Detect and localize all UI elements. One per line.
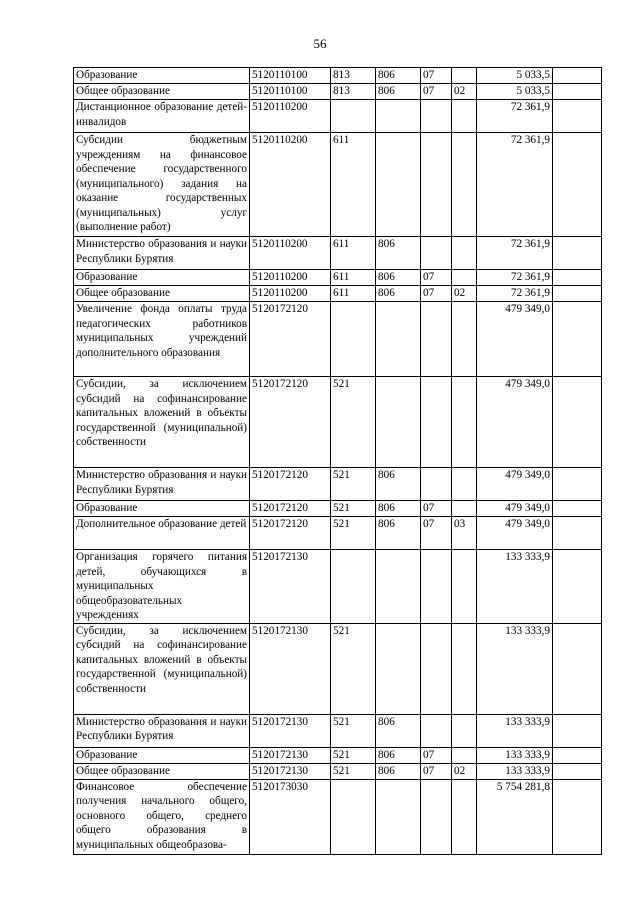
section-code-cell [421,714,452,747]
section-code-cell [421,237,452,270]
expense-type-cell: 521 [331,501,376,517]
target-article-cell: 5120172120 [250,377,331,468]
expense-type-cell [331,550,376,624]
table-row [74,468,602,501]
empty-cell [553,286,602,302]
table-row [74,237,602,270]
ministry-code-cell: 806 [376,763,421,779]
table-row [74,763,602,779]
amount-cell: 72 361,9 [477,270,553,286]
target-article-cell: 5120172130 [250,550,331,624]
expense-type-cell: 611 [331,133,376,237]
target-article-cell: 5120172130 [250,623,331,714]
amount-cell: 72 361,9 [477,237,553,270]
ministry-code-cell: 806 [376,237,421,270]
table-row [74,68,602,84]
target-article-cell: 5120110200 [250,237,331,270]
section-code-cell [421,550,452,624]
table-row [74,714,602,747]
section-code-cell: 07 [421,84,452,100]
ministry-code-cell [376,133,421,237]
amount-cell: 479 349,0 [477,501,553,517]
table-row [74,84,602,100]
empty-cell [553,501,602,517]
subsection-code-cell [452,237,477,270]
ministry-code-cell [376,550,421,624]
expense-type-cell: 611 [331,270,376,286]
amount-cell: 133 333,9 [477,747,553,763]
expense-type-cell: 521 [331,714,376,747]
target-article-cell: 5120172120 [250,517,331,550]
section-code-cell: 07 [421,68,452,84]
expense-type-cell: 813 [331,68,376,84]
expense-type-cell [331,779,376,854]
ministry-code-cell: 806 [376,68,421,84]
subsection-code-cell: 02 [452,763,477,779]
empty-cell [553,84,602,100]
table-row [74,133,602,237]
subsection-code-cell: 02 [452,84,477,100]
expense-type-cell [331,302,376,377]
target-article-cell: 5120110100 [250,84,331,100]
amount-cell: 133 333,9 [477,714,553,747]
row-name-cell: Образование [74,270,250,286]
table-row [74,286,602,302]
section-code-cell: 07 [421,763,452,779]
subsection-code-cell [452,468,477,501]
target-article-cell: 5120172130 [250,763,331,779]
table-row [74,377,602,468]
subsection-code-cell [452,623,477,714]
subsection-code-cell [452,747,477,763]
target-article-cell: 5120172120 [250,501,331,517]
target-article-cell: 5120172120 [250,302,331,377]
amount-cell: 479 349,0 [477,517,553,550]
row-name-cell: Образование [74,747,250,763]
row-name-cell: Увеличение фонда оплаты труда педагогических работников муниципальных учреждений дополнительного образования [74,302,250,377]
amount-cell: 133 333,9 [477,623,553,714]
ministry-code-cell [376,302,421,377]
ministry-code-cell [376,377,421,468]
ministry-code-cell: 806 [376,747,421,763]
subsection-code-cell: 03 [452,517,477,550]
empty-cell [553,302,602,377]
target-article-cell: 5120110200 [250,286,331,302]
row-name-cell: Министерство образования и науки Республики Бурятия [74,237,250,270]
amount-cell: 479 349,0 [477,377,553,468]
amount-cell: 72 361,9 [477,286,553,302]
subsection-code-cell [452,550,477,624]
ministry-code-cell: 806 [376,714,421,747]
amount-cell: 72 361,9 [477,133,553,237]
budget-table-body [74,68,602,855]
empty-cell [553,377,602,468]
row-name-cell: Дополнительное образование детей [74,517,250,550]
target-article-cell: 5120172130 [250,747,331,763]
target-article-cell: 5120173030 [250,779,331,854]
section-code-cell [421,623,452,714]
budget-table [73,67,602,855]
subsection-code-cell [452,133,477,237]
empty-cell [553,133,602,237]
expense-type-cell: 611 [331,286,376,302]
table-row [74,623,602,714]
empty-cell [553,550,602,624]
section-code-cell [421,468,452,501]
row-name-cell: Организация горячего питания детей, обучающихся в муниципальных общеобразовательных учреждениях [74,550,250,624]
row-name-cell: Субсидии, за исключением субсидий на софинансирование капитальных вложений в объекты государственной (муниципальной) собственности [74,377,250,468]
row-name-cell: Субсидии, за исключением субсидий на софинансирование капитальных вложений в объекты государственной (муниципальной) собственности [74,623,250,714]
expense-type-cell: 521 [331,377,376,468]
table-row [74,550,602,624]
target-article-cell: 5120110100 [250,68,331,84]
row-name-cell: Финансовое обеспечение получения начального общего, основного общего, среднего общего образования в муниципальных общеобразова- [74,779,250,854]
subsection-code-cell [452,377,477,468]
target-article-cell: 5120110200 [250,100,331,133]
ministry-code-cell: 806 [376,270,421,286]
row-name-cell: Министерство образования и науки Республики Бурятия [74,714,250,747]
row-name-cell: Субсидии бюджетным учреждениям на финансовое обеспечение государственного (муниципального) задания на оказание государственных (муниципальных) услуг (выполнение работ) [74,133,250,237]
ministry-code-cell [376,100,421,133]
subsection-code-cell [452,779,477,854]
subsection-code-cell [452,302,477,377]
empty-cell [553,779,602,854]
row-name-cell: Дистанционное образование детей-инвалидов [74,100,250,133]
empty-cell [553,270,602,286]
empty-cell [553,100,602,133]
table-row [74,501,602,517]
amount-cell: 5 033,5 [477,84,553,100]
subsection-code-cell [452,501,477,517]
ministry-code-cell: 806 [376,517,421,550]
subsection-code-cell: 02 [452,286,477,302]
ministry-code-cell [376,779,421,854]
target-article-cell: 5120172120 [250,468,331,501]
row-name-cell: Министерство образования и науки Республики Бурятия [74,468,250,501]
table-row [74,747,602,763]
subsection-code-cell [452,714,477,747]
expense-type-cell: 521 [331,763,376,779]
section-code-cell: 07 [421,517,452,550]
ministry-code-cell [376,623,421,714]
empty-cell [553,714,602,747]
table-row [74,100,602,133]
row-name-cell: Образование [74,501,250,517]
expense-type-cell [331,100,376,133]
amount-cell: 133 333,9 [477,763,553,779]
empty-cell [553,747,602,763]
target-article-cell: 5120110200 [250,270,331,286]
section-code-cell: 07 [421,270,452,286]
expense-type-cell: 521 [331,517,376,550]
amount-cell: 5 033,5 [477,68,553,84]
ministry-code-cell: 806 [376,501,421,517]
expense-type-cell: 813 [331,84,376,100]
ministry-code-cell: 806 [376,468,421,501]
section-code-cell [421,302,452,377]
table-row [74,270,602,286]
section-code-cell [421,377,452,468]
table-row [74,517,602,550]
row-name-cell: Общее образование [74,763,250,779]
subsection-code-cell [452,100,477,133]
table-row [74,302,602,377]
ministry-code-cell: 806 [376,286,421,302]
section-code-cell: 07 [421,747,452,763]
section-code-cell: 07 [421,286,452,302]
page-number: 56 [313,36,327,51]
ministry-code-cell: 806 [376,84,421,100]
amount-cell: 133 333,9 [477,550,553,624]
expense-type-cell: 521 [331,747,376,763]
subsection-code-cell [452,68,477,84]
section-code-cell [421,100,452,133]
row-name-cell: Образование [74,68,250,84]
empty-cell [553,68,602,84]
amount-cell: 479 349,0 [477,302,553,377]
amount-cell: 5 754 281,8 [477,779,553,854]
expense-type-cell: 521 [331,468,376,501]
section-code-cell [421,133,452,237]
table-row [74,779,602,854]
expense-type-cell: 521 [331,623,376,714]
row-name-cell: Общее образование [74,286,250,302]
empty-cell [553,623,602,714]
section-code-cell [421,779,452,854]
empty-cell [553,763,602,779]
empty-cell [553,468,602,501]
target-article-cell: 5120172130 [250,714,331,747]
amount-cell: 72 361,9 [477,100,553,133]
row-name-cell: Общее образование [74,84,250,100]
expense-type-cell: 611 [331,237,376,270]
empty-cell [553,237,602,270]
subsection-code-cell [452,270,477,286]
amount-cell: 479 349,0 [477,468,553,501]
section-code-cell: 07 [421,501,452,517]
target-article-cell: 5120110200 [250,133,331,237]
empty-cell [553,517,602,550]
